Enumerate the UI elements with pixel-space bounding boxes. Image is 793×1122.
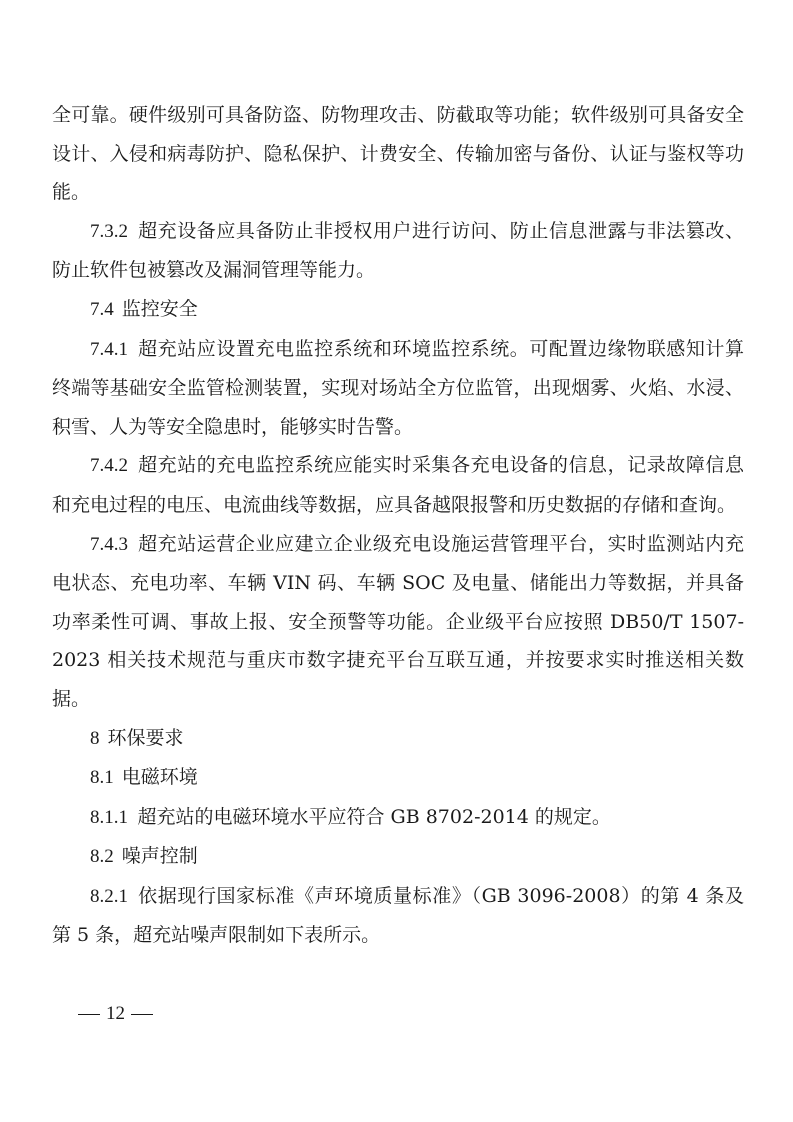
body-paragraph: [52, 877, 744, 955]
clause-number: 7.4.3: [90, 533, 128, 555]
clause-text: 超充站的充电监控系统应能实时采集各充电设备的信息，记录故障信息和充电过程的电压、电流曲线等数据，应具备越限报警和历史数据的存储和查询。: [52, 454, 744, 516]
page-footer: [72, 1003, 159, 1025]
section-number: 8: [90, 727, 100, 749]
clause-text: 超充站运营企业应建立企业级充电设施运营管理平台，实时监测站内充电状态、充电功率、车辆 VIN 码、车辆 SOC 及电量、储能出力等数据，并具备功率柔性可调、事故上报、安全预警等功能。企业级平台应按照 DB50/T 1507-2023 相关技术规范与重庆市数字捷充平台互联互通，并按要求实时推送相关数据。: [52, 532, 744, 710]
section-heading: [52, 719, 744, 759]
footer-dash-left: [78, 1014, 100, 1015]
clause-text: 超充站应设置充电监控系统和环境监控系统。可配置边缘物联感知计算终端等基础安全监管检测装置，实现对场站全方位监管，出现烟雾、火焰、水浸、积雪、人为等安全隐患时，能够实时告警。: [52, 337, 744, 438]
page-number: 12: [106, 1003, 125, 1024]
section-number: 8.2: [90, 846, 114, 868]
body-paragraph: [52, 96, 744, 212]
clause-text: 超充站的电磁环境水平应符合 GB 8702-2014 的规定。: [137, 805, 611, 828]
body-paragraph: [52, 525, 744, 719]
clause-text: 超充设备应具备防止非授权用户进行访问、防止信息泄露与非法篡改、防止软件包被篡改及漏洞管理等能力。: [52, 219, 744, 282]
body-paragraph: [52, 798, 744, 838]
body-paragraph: [52, 212, 744, 290]
footer-dash-right: [131, 1014, 153, 1015]
section-heading: [52, 837, 744, 877]
section-title: 电磁环境: [121, 766, 198, 789]
document-body: [52, 96, 744, 955]
section-title: 环保要求: [107, 726, 184, 749]
clause-number: 7.4.2: [90, 455, 128, 477]
section-number: 7.4: [90, 298, 114, 320]
body-paragraph: [52, 446, 744, 524]
section-title: 噪声控制: [121, 845, 198, 868]
section-heading: [52, 290, 744, 330]
clause-number: 7.3.2: [90, 220, 128, 242]
section-title: 监控安全: [121, 297, 198, 320]
clause-text: 全可靠。硬件级别可具备防盗、防物理攻击、防截取等功能；软件级别可具备安全设计、入侵和病毒防护、隐私保护、计费安全、传输加密与备份、认证与鉴权等功能。: [52, 104, 744, 204]
section-number: 8.1: [90, 767, 114, 789]
clause-number: 7.4.1: [90, 338, 128, 360]
clause-text: 依据现行国家标准《声环境质量标准》（GB 3096-2008）的第 4 条及第 5 条，超充站噪声限制如下表所示。: [52, 884, 744, 947]
clause-number: 8.2.1: [90, 885, 128, 907]
body-paragraph: [52, 330, 744, 447]
section-heading: [52, 758, 744, 798]
clause-number: 8.1.1: [90, 806, 128, 828]
